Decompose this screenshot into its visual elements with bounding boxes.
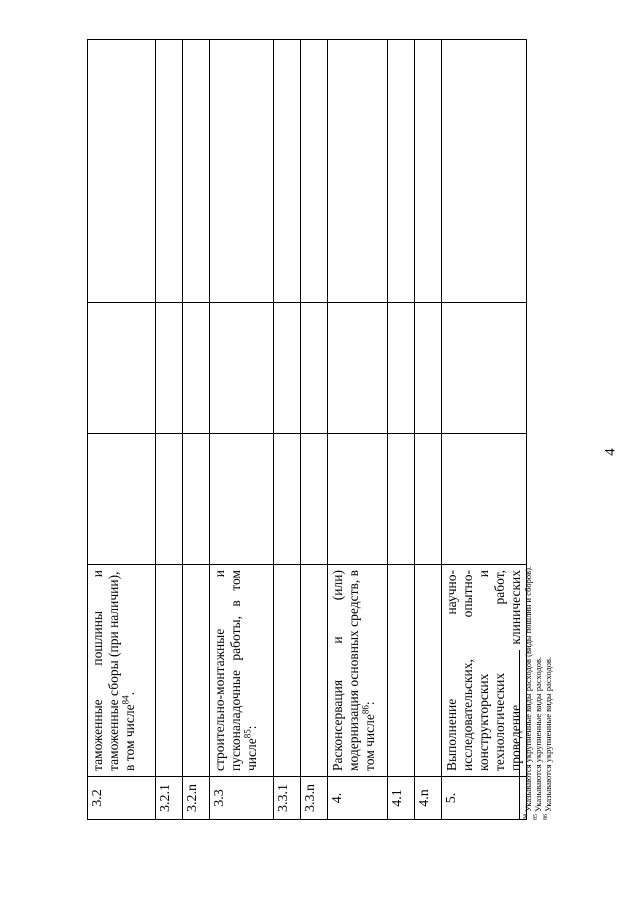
description-punct: :	[362, 701, 377, 706]
empty-cell	[301, 434, 328, 565]
footnote	[533, 40, 543, 820]
description-word: строительно-монтажные	[212, 628, 227, 771]
empty-cell	[88, 303, 156, 434]
description-punct: :	[244, 725, 259, 730]
description-line	[346, 570, 362, 771]
description-line	[444, 570, 460, 771]
description-word: исследовательских,	[460, 659, 475, 771]
row-number: 3.2.n	[183, 777, 210, 820]
empty-cell	[442, 40, 527, 303]
description-word: и	[212, 570, 227, 578]
description-word: и	[476, 570, 491, 578]
empty-cell	[442, 434, 527, 565]
footnote-ref: 86	[360, 705, 371, 715]
description-word: том	[228, 570, 243, 591]
table-row	[156, 40, 183, 820]
empty-cell	[415, 40, 442, 303]
empty-cell	[210, 40, 274, 303]
table-row	[183, 40, 210, 820]
description-word: клинических	[508, 570, 523, 645]
description-word: Расконсервация	[330, 679, 345, 771]
description-last-line	[362, 570, 378, 771]
row-description	[328, 565, 388, 777]
table-row	[301, 40, 328, 820]
description-tail: в том числе	[122, 704, 137, 771]
description-line	[212, 570, 228, 771]
description-word: пусконаладочные	[228, 670, 243, 771]
table-row	[328, 40, 388, 820]
description-word: технологических	[492, 672, 507, 771]
empty-cell	[301, 303, 328, 434]
row-number: 3.3.n	[301, 777, 328, 820]
footnote-ref: 84	[120, 695, 131, 705]
footnote-mark: 84	[523, 814, 530, 820]
description-word: таможенные	[90, 699, 105, 771]
description-word: конструкторских	[476, 673, 491, 771]
description-line	[460, 570, 476, 771]
table-row	[388, 40, 415, 820]
table-row	[415, 40, 442, 820]
row-description	[88, 565, 156, 777]
page-number: 4	[602, 448, 619, 456]
footnote	[523, 40, 533, 820]
footnote-separator	[519, 650, 520, 820]
empty-cell	[328, 434, 388, 565]
row-number: 5.	[442, 777, 527, 820]
footnote-text: Указываются укрупненные виды расходов.	[533, 656, 543, 812]
row-number: 3.3	[210, 777, 274, 820]
row-description	[301, 565, 328, 777]
table-row	[442, 40, 527, 820]
row-number: 4.	[328, 777, 388, 820]
empty-cell	[156, 303, 183, 434]
row-description	[415, 565, 442, 777]
table-row	[274, 40, 301, 820]
empty-cell	[183, 40, 210, 303]
row-description	[156, 565, 183, 777]
row-number: 4.n	[415, 777, 442, 820]
empty-cell	[328, 40, 388, 303]
row-description	[388, 565, 415, 777]
footnote-mark: 86	[543, 814, 550, 820]
empty-cell	[301, 40, 328, 303]
empty-cell	[388, 40, 415, 303]
empty-cell	[183, 434, 210, 565]
description-tail: том числе	[362, 714, 377, 771]
footnote-ref: 85	[242, 729, 253, 739]
empty-cell	[388, 434, 415, 565]
empty-cell	[328, 303, 388, 434]
empty-cell	[274, 40, 301, 303]
empty-cell	[156, 40, 183, 303]
description-word: проведение	[508, 704, 523, 771]
empty-cell	[210, 303, 274, 434]
footnote-text: Указываются укрупненные виды расходов (виды пошлин и сборов).	[523, 565, 533, 812]
description-word: пошлины	[90, 610, 105, 666]
empty-cell	[274, 434, 301, 565]
empty-cell	[274, 303, 301, 434]
description-word: в	[228, 600, 243, 607]
empty-cell	[183, 303, 210, 434]
empty-cell	[415, 434, 442, 565]
description-last-line	[244, 570, 260, 771]
table-row	[88, 40, 156, 820]
empty-cell	[88, 434, 156, 565]
table-row	[210, 40, 274, 820]
row-number: 3.3.1	[274, 777, 301, 820]
footnote-mark: 85	[533, 814, 540, 820]
footnote	[543, 40, 553, 820]
description-word: и	[90, 570, 105, 578]
description-line	[476, 570, 492, 771]
description-word: опытно-	[460, 570, 475, 618]
description-line	[330, 570, 346, 771]
empty-cell	[442, 303, 527, 434]
description-word: (или)	[330, 570, 345, 601]
description-punct: .	[122, 692, 137, 696]
row-number: 3.2	[88, 777, 156, 820]
description-line	[492, 570, 508, 771]
description-line	[90, 570, 106, 771]
row-number: 3.2.1	[156, 777, 183, 820]
empty-cell	[156, 434, 183, 565]
description-tail: числе	[244, 738, 259, 771]
empty-cell	[415, 303, 442, 434]
description-line	[106, 570, 122, 771]
description-word: таможенные сборы (при наличии),	[106, 571, 121, 771]
description-word: работы,	[228, 616, 243, 661]
description-last-line	[122, 570, 138, 771]
description-word: Выполнение	[444, 698, 459, 771]
footnote-text: Указываются укрупненные виды расходов.	[543, 656, 553, 812]
row-description	[274, 565, 301, 777]
empty-cell	[388, 303, 415, 434]
row-description	[183, 565, 210, 777]
description-word: работ,	[492, 570, 507, 605]
row-description	[442, 565, 527, 777]
description-line	[228, 570, 244, 771]
empty-cell	[88, 40, 156, 303]
footnotes	[519, 40, 553, 820]
rotated-page-content	[87, 40, 553, 820]
description-word: и	[330, 636, 345, 644]
empty-cell	[210, 434, 274, 565]
row-number: 4.1	[388, 777, 415, 820]
description-word: научно-	[444, 570, 459, 615]
description-word: модернизация основных средств, в	[346, 570, 361, 771]
row-description	[210, 565, 274, 777]
